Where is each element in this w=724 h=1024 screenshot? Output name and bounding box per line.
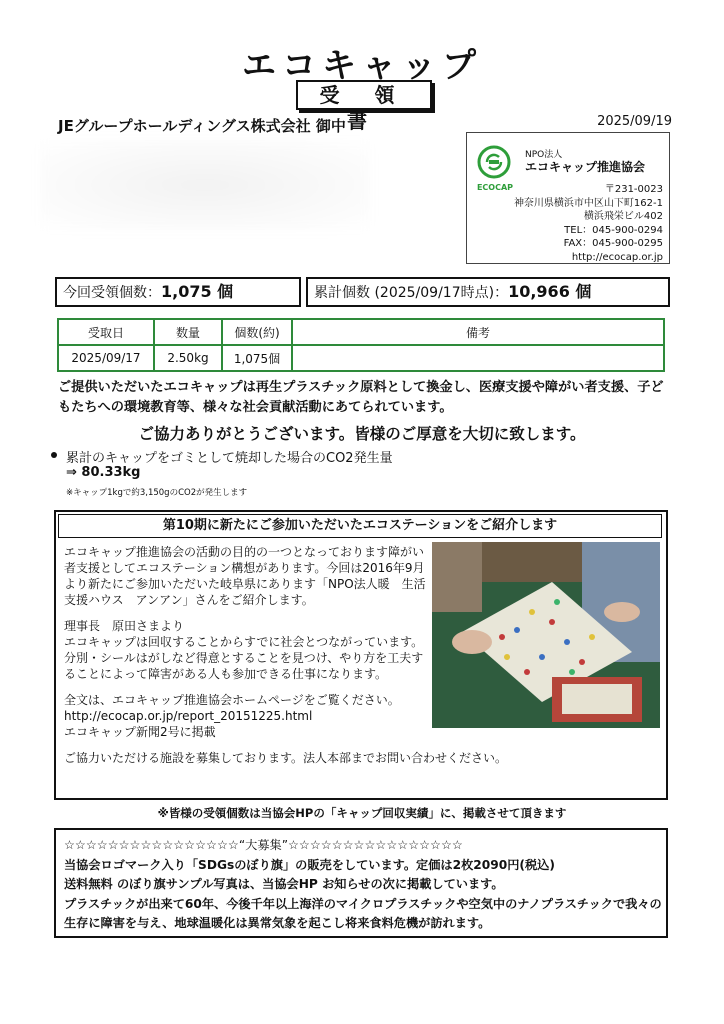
- col-header-remarks: 備考: [292, 319, 664, 345]
- cell-weight: 2.50kg: [154, 345, 222, 371]
- station-section: [54, 510, 668, 800]
- total-count-label: 累計個数 (2025/09/17時点)：: [314, 285, 509, 301]
- org-type: NPO法人: [525, 150, 563, 160]
- recipient-name: JEグループホールディングス株式会社 御中: [58, 117, 346, 135]
- station-text: [64, 544, 508, 776]
- col-header-weight: 数量: [154, 319, 222, 345]
- issue-date: 2025/09/19: [597, 114, 672, 129]
- total-count-box: [306, 277, 670, 307]
- blurred-area: [40, 140, 370, 230]
- promo-line3: プラスチックが出来て60年、今後千年以上海洋のマイクロプラスチックや空気中のナノプラスチックで我々の生存に障害を与え、地球温暖化は異常気象を起こし将来食料危機が訪れます。: [64, 896, 662, 930]
- org-url: http://ecocap.or.jp: [571, 251, 663, 263]
- col-header-count: 個数(約): [222, 319, 292, 345]
- total-count-value: 10,966 個: [508, 282, 592, 301]
- org-fax: FAX：045-900-0295: [563, 238, 663, 249]
- bullet-icon: [51, 452, 57, 458]
- fulltext-note: 全文は、エコキャップ推進協会ホームページをご覧ください。: [64, 693, 400, 707]
- footer-note: ※皆様の受領個数は当協会HPの「キャップ回収実績」に、掲載させて頂きます: [157, 806, 567, 820]
- station-intro: エコキャップ推進協会の活動の目的の一つとなっております障がい者支援としてエコステーション構想があります。今回は2016年9月より新たにご参加いただいた岐阜県にあります「NPO法人暖 生活支援ハウス アンアン」さんをご紹介します。: [64, 545, 426, 607]
- logo-text: ECOCAP: [476, 183, 514, 192]
- co2-label: 累計のキャップをゴミとして焼却した場合のCO2発生量: [66, 451, 393, 466]
- receipt-table: [57, 318, 665, 372]
- co2-note: ※キャップ1kgで約3,150gのCO2が発生します: [66, 488, 248, 498]
- promo-text: [64, 836, 664, 934]
- table-row: [58, 345, 664, 371]
- cell-remarks: [292, 345, 664, 371]
- promo-line2: 送料無料 のぼり旗サンプル写真は、当協会HP お知らせの次に掲載しています。: [64, 877, 504, 891]
- org-tel: TEL：045-900-0294: [564, 224, 663, 236]
- promo-stars: ☆☆☆☆☆☆☆☆☆☆☆☆☆☆☆☆“大募集”☆☆☆☆☆☆☆☆☆☆☆☆☆☆☆☆: [64, 838, 463, 852]
- current-count-label: 今回受領個数：: [63, 285, 161, 301]
- org-contact: [514, 183, 663, 264]
- cap-sorting-photo: [432, 542, 660, 728]
- org-name: エコキャップ推進協会: [525, 160, 646, 174]
- current-count-box: [55, 277, 301, 307]
- thanks-message: ご協力ありがとうございます。皆様のご厚意を大切に致します。: [138, 425, 586, 443]
- org-address2: 横浜飛栄ビル402: [583, 211, 663, 222]
- newspaper-note: エコキャップ新聞2号に掲載: [64, 725, 216, 739]
- promo-line1: 当協会ロゴマーク入り「SDGsのぼり旗」の販売をしています。定価は2枚2090円(税込): [64, 857, 555, 872]
- ecocap-logo-icon: [477, 145, 511, 179]
- col-header-date: 受取日: [58, 319, 154, 345]
- station-heading: 第10期に新たにご参加いただいたエコステーションをご紹介します: [58, 514, 662, 538]
- chairman-quote: エコキャップは回収することからすでに社会とつながっています。分別・シールはがしなど得意とすることを見つけ、やり方を工夫することによって障害がある人も参加できる仕事になります。: [64, 635, 424, 681]
- promo-section: [54, 828, 668, 938]
- cell-count: 1,075個: [222, 345, 292, 371]
- recruit-note: ご協力いただける施設を募集しております。法人本部までお問い合わせください。: [64, 751, 508, 765]
- co2-value: ⇒ 80.33kg: [66, 465, 141, 480]
- org-address1: 神奈川県横浜市中区山下町162-1: [513, 197, 663, 209]
- donation-message: ご提供いただいたエコキャップは再生プラスチック原料として換金し、医療支援や障がい者支援、子どもたちへの環境教育等、様々な社会貢献活動にあてられています。: [58, 380, 664, 415]
- report-url[interactable]: http://ecocap.or.jp/report_20151225.html: [64, 709, 313, 723]
- document-title: エコキャップ: [242, 46, 482, 86]
- org-postal: 〒231-0023: [604, 184, 663, 195]
- current-count-value: 1,075 個: [161, 282, 234, 301]
- chairman-label: 理事長 原田さまより: [64, 619, 185, 633]
- receipt-label: 受 領 書: [296, 80, 432, 110]
- organization-block: [466, 132, 670, 264]
- cell-date: 2025/09/17: [58, 345, 154, 371]
